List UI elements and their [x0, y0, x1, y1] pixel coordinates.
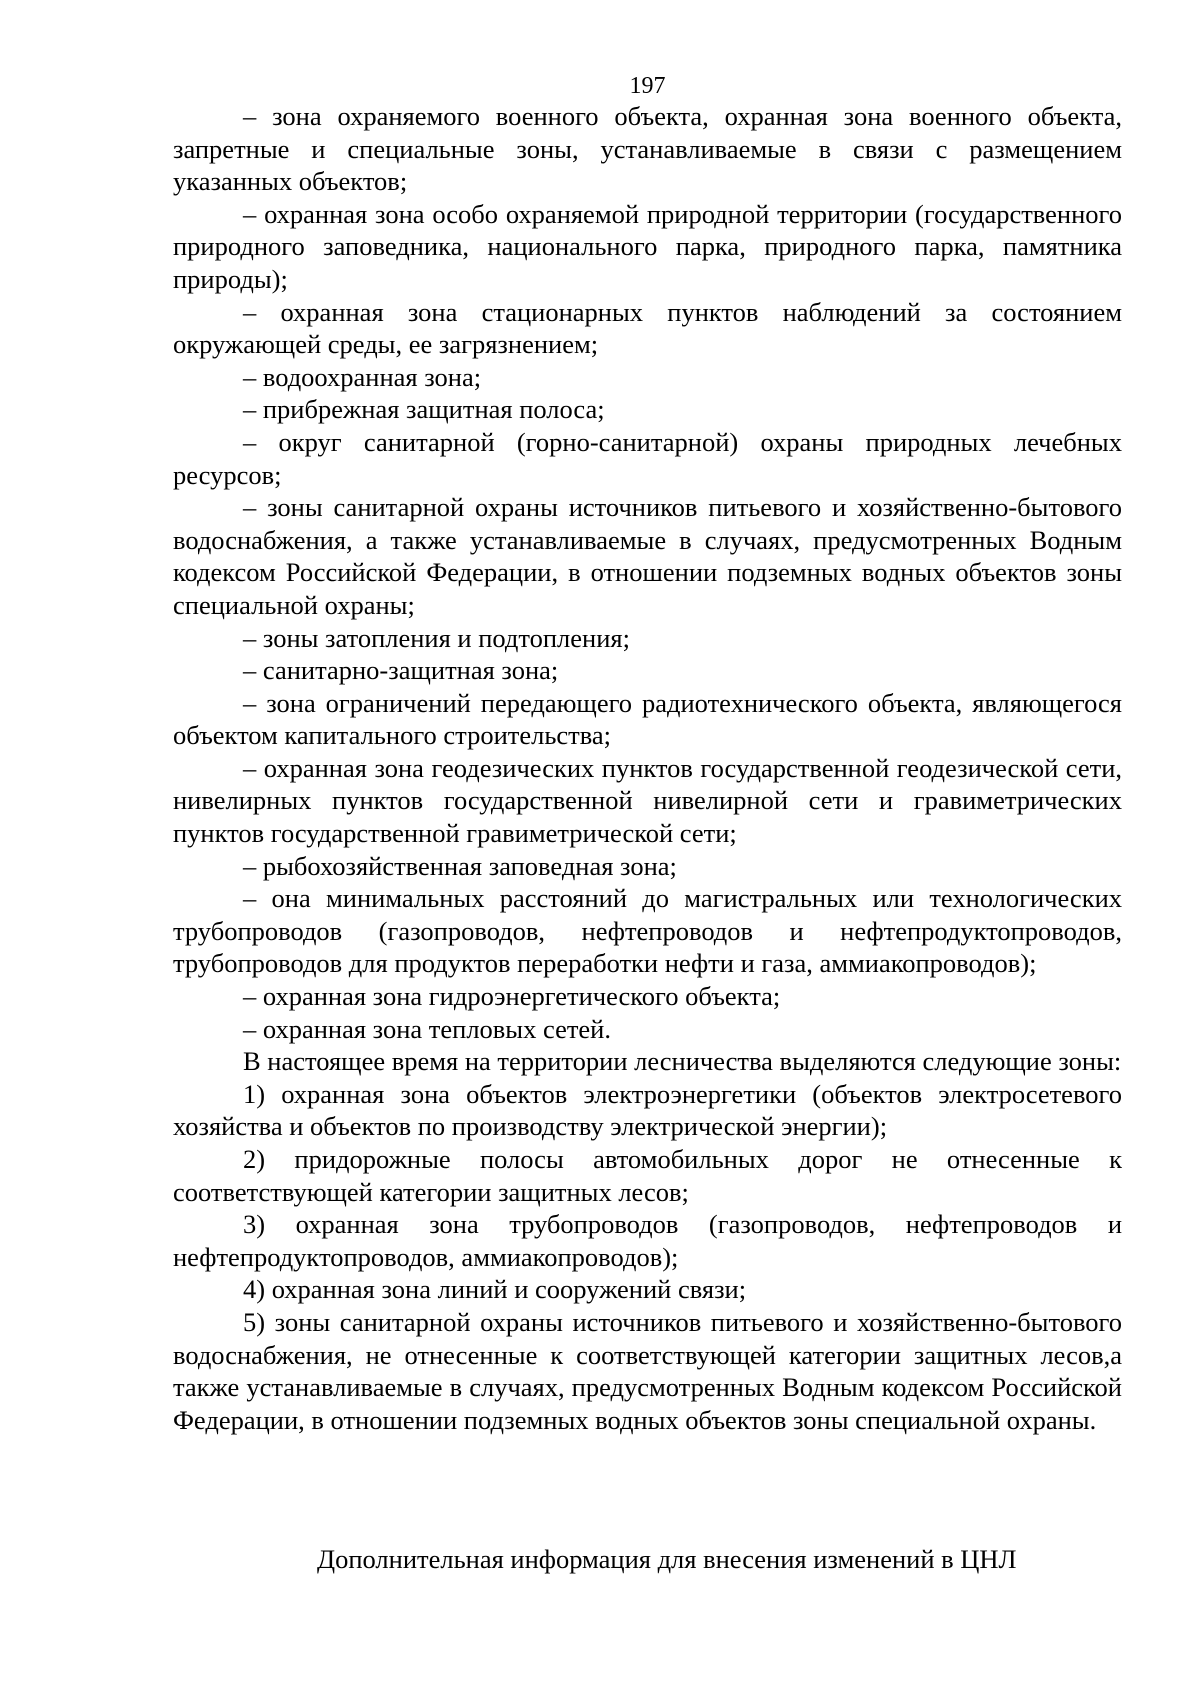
paragraph: – охранная зона тепловых сетей. — [243, 1013, 611, 1044]
paragraph: – зона ограничений передающего радиотехнического объекта, являющегося объектом капитального строительства; — [173, 687, 1122, 751]
numbered-item: 3) охранная зона трубопроводов (газопроводов, нефтепроводов и нефтепродуктопроводов, аммиакопроводов); — [173, 1209, 1122, 1272]
paragraph: – округ санитарной (горно-санитарной) охраны природных лечебных ресурсов; — [173, 426, 1122, 490]
paragraph: – зоны затопления и подтопления; — [243, 622, 630, 653]
numbered-item: 2) придорожные полосы автомобильных дорог не отнесенные к соответствующей категории защитных лесов; — [173, 1144, 1122, 1207]
page-number: 197 — [629, 73, 666, 99]
paragraph: В настоящее время на территории лесничества выделяются следующие зоны: — [243, 1046, 1122, 1077]
section-heading: Дополнительная информация для внесения изменений в ЦНЛ — [317, 1544, 1017, 1574]
paragraph: – охранная зона стационарных пунктов наблюдений за состоянием окружающей среды, ее загрязнением; — [173, 296, 1122, 360]
numbered-item: 4) охранная зона линий и сооружений связи; — [243, 1274, 747, 1305]
document-body — [173, 100, 1122, 1436]
paragraph: – рыбохозяйственная заповедная зона; — [243, 850, 677, 881]
paragraph: – прибрежная защитная полоса; — [243, 394, 605, 425]
paragraph: – санитарно-защитная зона; — [243, 655, 559, 686]
paragraph: – она минимальных расстояний до магистральных или технологических трубопроводов (газопроводов, нефтепроводов и нефтепродуктопроводов, трубопроводов для продуктов переработки нефти и газа, аммиакопроводов); — [173, 883, 1122, 979]
paragraph: – охранная зона особо охраняемой природной территории (государственного природного заповедника, национального парка, природного парка, памятника природы); — [173, 198, 1122, 294]
paragraph: – зоны санитарной охраны источников питьевого и хозяйственно-бытового водоснабжения, а также устанавливаемые в случаях, предусмотренных Водным кодексом Российской Федерации, в отношении подземных водных объектов зоны специальной охраны; — [173, 492, 1122, 620]
paragraph: – охранная зона гидроэнергетического объекта; — [243, 981, 781, 1012]
paragraph: – зона охраняемого военного объекта, охранная зона военного объекта, запретные и специальные зоны, устанавливаемые в связи с размещением указанных объектов; — [173, 101, 1122, 197]
paragraph: – водоохранная зона; — [243, 361, 482, 392]
numbered-item: 5) зоны санитарной охраны источников питьевого и хозяйственно-бытового водоснабжения, не отнесенные к соответствующей категории защитных лесов,а также устанавливаемые в случаях, предусмотренных Водным кодексом Российской Федерации, в отношении подземных водных объектов зоны специальной охраны. — [173, 1306, 1122, 1435]
paragraph: – охранная зона геодезических пунктов государственной геодезической сети, нивелирных пунктов государственной нивелирной сети и гравиметрических пунктов государственной гравиметрической сети; — [173, 752, 1122, 849]
numbered-item: 1) охранная зона объектов электроэнергетики (объектов электросетевого хозяйства и объектов по производству электрической энергии); — [173, 1078, 1122, 1142]
